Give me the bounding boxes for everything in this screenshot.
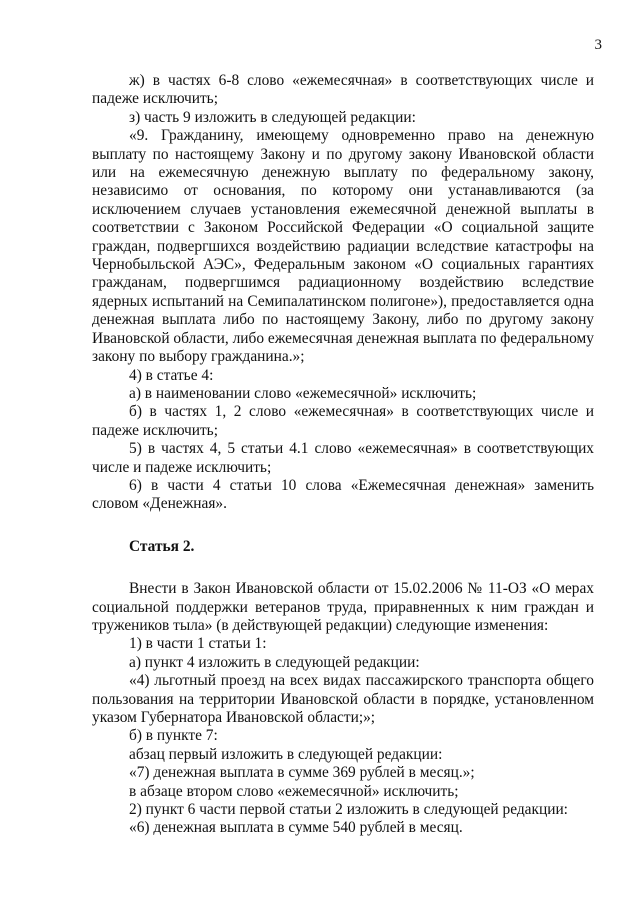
article-heading: Статья 2.	[129, 537, 195, 555]
paragraph: 5) в частях 4, 5 статьи 4.1 слово «ежемесячная» в соответствующих числе и падеже исключить;	[92, 440, 594, 476]
paragraph: «4) льготный проезд на всех видах пассажирского транспорта общего пользования на территории Ивановской области в порядке, установленном указом Губернатора Ивановской области;»;	[92, 672, 594, 726]
paragraph: 6) в части 4 статьи 10 слова «Ежемесячная денежная» заменить словом «Денежная».	[92, 476, 594, 513]
quoted-article-9: «9. Гражданину, имеющему одновременно право на денежную выплату по настоящему Закону и по другому закону Ивановской области или на ежемесячную денежную выплату по федеральному закону, независимо от основания, по которому они устанавливаются (за исключением случаев установления ежемесячной денежной выплаты в соответствии с Законом Российской Федерации «О социальной защите граждан, подвергшихся воздействию радиации вследствие катастрофы на Чернобыльской АЭС», Федеральным законом «О социальных гарантиях гражданам, подвергшимся радиационному воздействию вследствие ядерных испытаний на Семипалатинском полигоне»), предоставляется одна денежная выплата либо по настоящему Закону, либо по другому закону Ивановской области, либо ежемесячная денежная выплата по федеральному закону по выбору гражданина.»;	[92, 127, 594, 366]
paragraph: в абзаце втором слово «ежемесячной» исключить;	[129, 782, 459, 800]
paragraph: 2) пункт 6 части первой статьи 2 изложить в следующей редакции:	[129, 801, 568, 819]
paragraph: Внести в Закон Ивановской области от 15.02.2006 № 11-ОЗ «О мерах социальной поддержки ветеранов труда, приравненных к ним граждан и тружеников тыла» (в действующей редакции) следующие изменения:	[92, 580, 594, 634]
paragraph: «6) денежная выплата в сумме 540 рублей в месяц.	[129, 819, 463, 837]
paragraph: «7) денежная выплата в сумме 369 рублей в месяц.»;	[129, 764, 475, 782]
paragraph: ж) в частях 6-8 слово «ежемесячная» в соответствующих числе и падеже исключить;	[92, 72, 594, 108]
document-body	[92, 72, 594, 838]
paragraph: а) пункт 4 изложить в следующей редакции:	[129, 653, 420, 671]
paragraph: абзац первый изложить в следующей редакции:	[129, 745, 443, 763]
paragraph: а) в наименовании слово «ежемесячной» исключить;	[129, 384, 477, 402]
paragraph: 4) в статье 4:	[129, 366, 214, 384]
paragraph: б) в частях 1, 2 слово «ежемесячная» в соответствующих числе и падеже исключить;	[92, 403, 594, 439]
paragraph: 1) в части 1 статьи 1:	[129, 635, 267, 653]
paragraph: б) в пункте 7:	[129, 727, 218, 745]
paragraph: з) часть 9 изложить в следующей редакции:	[129, 108, 416, 126]
page-number: 3	[594, 37, 602, 53]
